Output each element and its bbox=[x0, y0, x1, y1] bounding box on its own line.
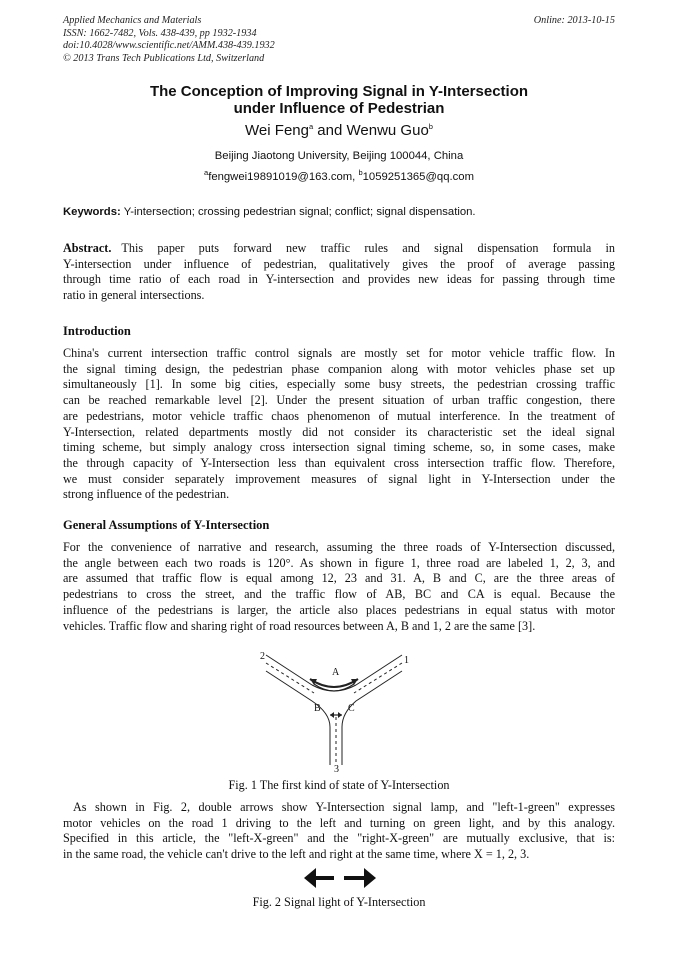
email-1-sup: a bbox=[204, 168, 209, 178]
authors bbox=[63, 122, 615, 139]
doi-line: doi:10.4028/www.scientific.net/AMM.438-439.1932 bbox=[63, 40, 275, 52]
fig2-line: As shown in Fig. 2, double arrows show Y-Intersection signal lamp, and "left-1-green" expresses bbox=[73, 800, 615, 814]
intro-line: Y-Intersection, related departments mostly did not consider its characteristic set the ideal signal bbox=[63, 424, 615, 439]
abstract-line-2: Y-intersection under influence of pedestrian, qualitatively gives the proof of average passing bbox=[63, 256, 615, 271]
fig2-line: motor vehicles on the road 1 driving to the left and turning on green light, and by this analogy. bbox=[63, 815, 615, 830]
figure-1-y-intersection bbox=[254, 645, 414, 775]
abstract-line-3: through time ratio of each road in Y-intersection and provides new ideas for passing through time bbox=[63, 272, 615, 287]
copyright-line: © 2013 Trans Tech Publications Ltd, Switzerland bbox=[63, 52, 265, 64]
online-date: Online: 2013-10-15 bbox=[533, 15, 615, 26]
keywords-label: Keywords: bbox=[63, 206, 121, 218]
road-label-2: 2 bbox=[260, 651, 265, 662]
road-label-1: 1 bbox=[404, 655, 409, 666]
author-2-sup: b bbox=[428, 122, 433, 131]
left-arrow-icon bbox=[304, 868, 334, 888]
assumption-line: For the convenience of narrative and research, assuming the three roads of Y-Intersection discussed, bbox=[63, 540, 615, 554]
area-label-B: B bbox=[314, 703, 321, 714]
keywords-text: Y-intersection; crossing pedestrian signal; conflict; signal dispensation. bbox=[120, 206, 476, 218]
figure-2-caption: Fig. 2 Signal light of Y-Intersection bbox=[252, 895, 426, 909]
right-arrow-icon bbox=[344, 868, 376, 888]
introduction-heading: Introduction bbox=[63, 324, 131, 338]
title-line-1: The Conception of Improving Signal in Y-Intersection bbox=[149, 83, 529, 100]
assumption-line: influence of the pedestrians is larger, the article also places pedestrians in equal status with motor bbox=[63, 602, 615, 617]
assumption-line: the angle between each two roads is 120°. As shown in figure 1, three road are labeled 1, 2, 3, and bbox=[63, 555, 615, 570]
intro-line: the signal timing design, the pedestrian phase companion along with motor vehicles phase set up bbox=[63, 361, 615, 376]
author-1: Wei Feng bbox=[245, 122, 309, 139]
intro-line: simultaneously [1]. In some big cities, especially some busy streets, the pedestrian crossing traffic bbox=[63, 377, 615, 392]
area-label-C: C bbox=[348, 703, 355, 714]
journal-header bbox=[63, 15, 615, 65]
title-line-2: under Influence of Pedestrian bbox=[233, 100, 445, 117]
assumption-line: are assumed that traffic flow is equal among 12, 23 and 31. A, B and C, are the three areas of bbox=[63, 571, 615, 586]
assumption-line: pedestrians to cross the street, and the traffic flow of AB, BC and CA is equal. Because the bbox=[63, 587, 615, 602]
road-1-3-curb bbox=[342, 671, 402, 765]
abstract bbox=[63, 241, 615, 304]
introduction-body bbox=[63, 346, 615, 503]
fig2-line: in the same road, the vehicle can't drive to the left and right at the same time, where X = 1, 2, 3. bbox=[63, 847, 530, 862]
affiliation: Beijing Jiaotong University, Beijing 100044, China bbox=[214, 150, 464, 162]
intro-line: strong influence of the pedestrian. bbox=[63, 487, 230, 502]
assumption-line: vehicles. Traffic flow and sharing right of road resources between A, B and 1, 2 are the same [3]. bbox=[63, 618, 536, 633]
email-2: 1059251365@qq.com bbox=[362, 171, 474, 183]
area-label-A: A bbox=[332, 667, 340, 678]
abstract-line-4: ratio in general intersections. bbox=[63, 288, 205, 303]
road-label-3: 3 bbox=[334, 764, 339, 775]
intro-line: we must consider separately improvement measures of signal light in Y-Intersection under the bbox=[63, 471, 615, 486]
email-2-sup: b bbox=[358, 168, 363, 178]
intro-line: can be reached remarkable level [2]. Under the present situation of urban traffic congestion, there bbox=[63, 393, 615, 408]
road-1-edge-outer bbox=[356, 655, 402, 685]
abstract-line-1: This paper puts forward new traffic rules and signal dispensation formula in bbox=[121, 241, 615, 255]
intro-line: China's current intersection traffic control signals are mostly set for motor vehicle traffic flow. In bbox=[63, 346, 615, 360]
abstract-label: Abstract. bbox=[63, 241, 112, 255]
intro-line: timing scheme, but simply analogy cross intersection signal timing scheme, so, in some cases, make bbox=[63, 440, 615, 455]
intro-line: the through capacity of Y-Intersection less than equivalent cross intersection traffic flow. Therefore, bbox=[63, 455, 615, 470]
email-1: fengwei19891019@163.com, bbox=[208, 171, 359, 183]
road-1-centerline bbox=[354, 663, 402, 693]
paper-title bbox=[63, 83, 615, 117]
road-2-edge-outer bbox=[266, 655, 312, 685]
figure-2-signal-light bbox=[302, 864, 378, 892]
author-1-sup: a bbox=[308, 122, 314, 131]
author-2: Wenwu Guo bbox=[346, 122, 429, 139]
arrowhead-BC-left bbox=[330, 712, 334, 718]
fig2-line: Specified in this article, the "left-X-green" and the "right-X-green" are mutually exclusive, that is: bbox=[63, 831, 615, 846]
keywords bbox=[63, 206, 615, 218]
arrowhead-BC-right bbox=[338, 712, 342, 718]
figure-1-caption: Fig. 1 The first kind of state of Y-Intersection bbox=[228, 778, 450, 792]
emails bbox=[63, 168, 615, 183]
intro-line: are pedestrians, motor vehicle traffic chaos phenomenon of mutual interference. In the treatment of bbox=[63, 408, 615, 423]
road-2-centerline bbox=[266, 663, 314, 693]
authors-and: and bbox=[313, 122, 347, 139]
assumptions-heading: General Assumptions of Y-Intersection bbox=[63, 518, 270, 532]
fig2-paragraph bbox=[63, 800, 615, 863]
assumptions-body bbox=[63, 540, 615, 634]
issn-line: ISSN: 1662-7482, Vols. 438-439, pp 1932-1934 bbox=[63, 27, 257, 39]
journal-name: Applied Mechanics and Materials bbox=[63, 15, 202, 26]
